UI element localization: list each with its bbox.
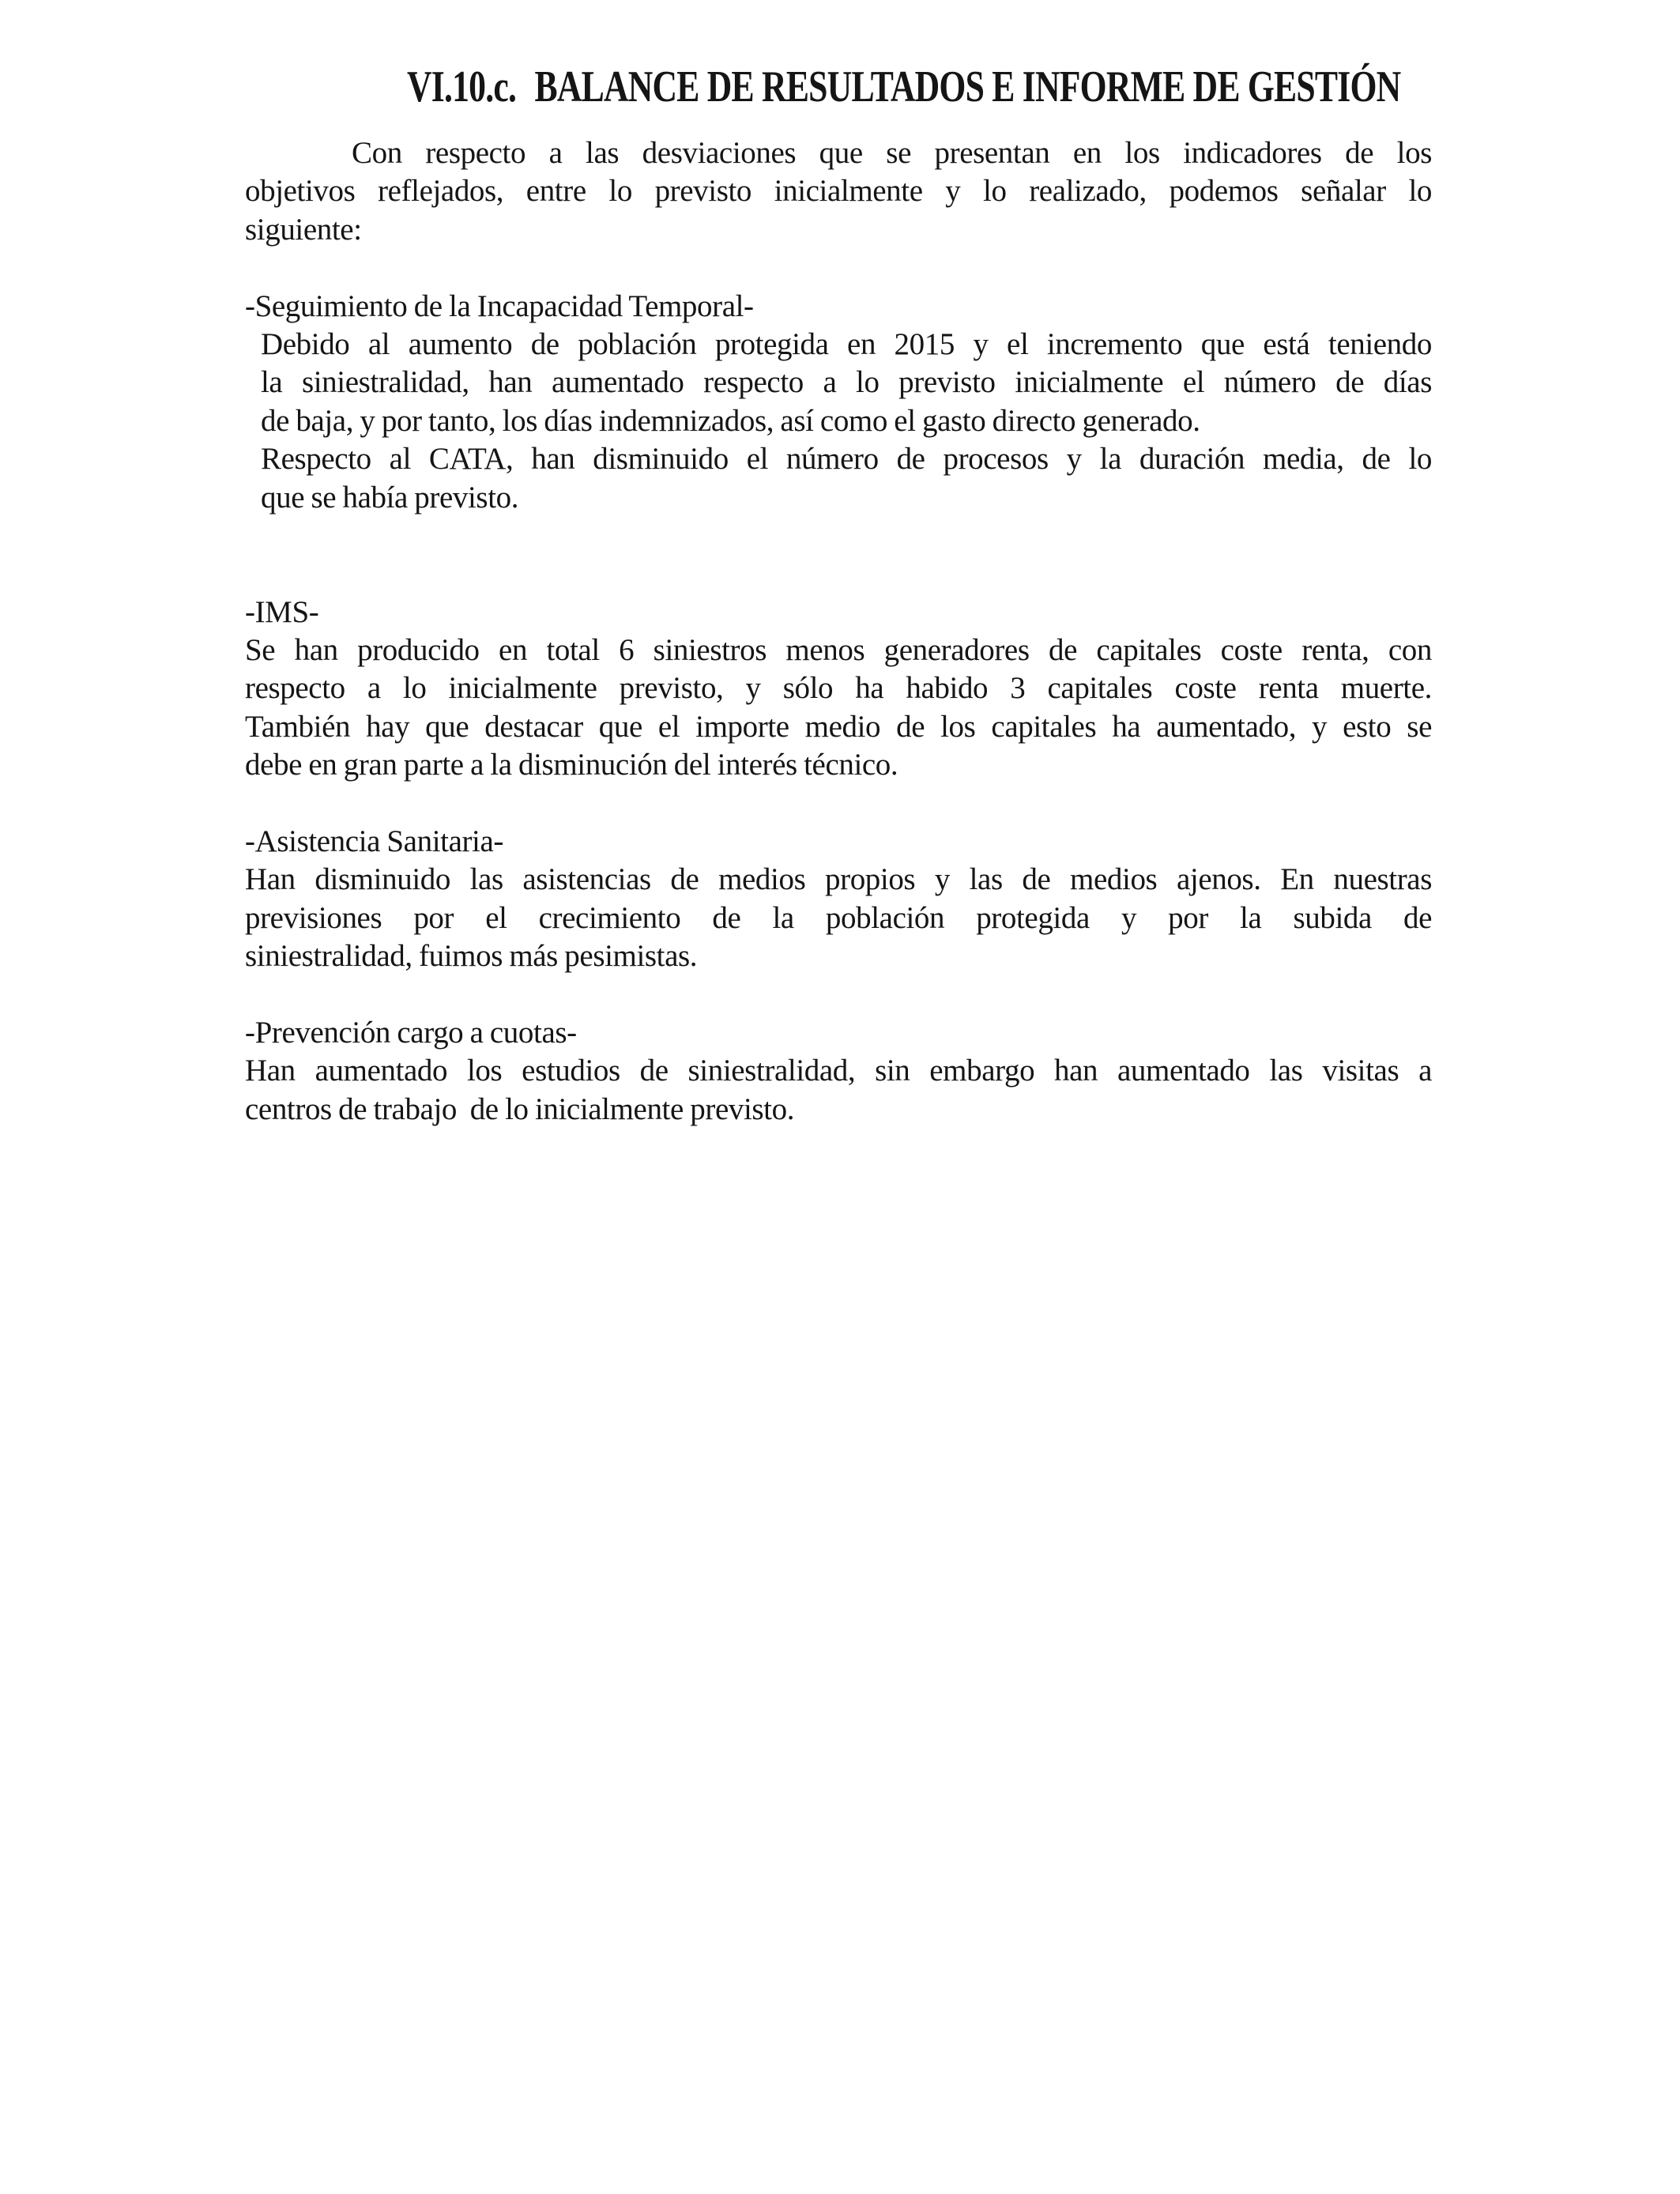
paragraph-line: respecto a lo inicialmente previsto, y sólo ha habido 3 capitales coste renta muerte. bbox=[245, 671, 1432, 706]
blank-line bbox=[245, 976, 1432, 1014]
blank-line bbox=[245, 249, 1432, 287]
paragraph-line: que se había previsto. bbox=[261, 480, 519, 515]
document-content bbox=[245, 134, 1432, 1129]
paragraph-line: Debido al aumento de población protegida en 2015 y el incremento que está teniendo bbox=[261, 326, 1432, 361]
title-section-number: VI.10.c. bbox=[407, 62, 517, 111]
section-heading: -IMS- bbox=[245, 594, 319, 629]
section-heading: -Asistencia Sanitaria- bbox=[245, 824, 503, 859]
paragraph-line: previsiones por el crecimiento de la población protegida y por la subida de bbox=[245, 900, 1432, 935]
blank-line bbox=[245, 517, 1432, 555]
paragraph-line: objetivos reflejados, entre lo previsto inicialmente y lo realizado, podemos señalar lo bbox=[245, 174, 1432, 209]
paragraph-line: Se han producido en total 6 siniestros menos generadores de capitales coste renta, con bbox=[245, 633, 1432, 668]
paragraph-line: siniestralidad, fuimos más pesimistas. bbox=[245, 939, 698, 974]
paragraph-line: debe en gran parte a la disminución del interés técnico. bbox=[245, 748, 898, 782]
section-heading: -Seguimiento de la Incapacidad Temporal- bbox=[245, 288, 754, 323]
paragraph-line: centros de trabajo de lo inicialmente previsto. bbox=[245, 1091, 795, 1126]
blank-line bbox=[245, 785, 1432, 823]
section-heading: -Prevención cargo a cuotas- bbox=[245, 1015, 577, 1050]
paragraph-line: de baja, y por tanto, los días indemnizados, así como el gasto directo generado. bbox=[261, 403, 1200, 438]
paragraph-line: la siniestralidad, han aumentado respecto a lo previsto inicialmente el número de días bbox=[261, 365, 1432, 400]
paragraph-line: Con respecto a las desviaciones que se presentan en los indicadores de los bbox=[352, 136, 1432, 170]
title-text: BALANCE DE RESULTADOS E INFORME DE GESTIÓN bbox=[534, 62, 1401, 111]
paragraph-line: Han disminuido las asistencias de medios propios y las de medios ajenos. En nuestras bbox=[245, 862, 1432, 897]
paragraph-line: Respecto al CATA, han disminuido el número de procesos y la duración media, de lo bbox=[261, 442, 1432, 477]
paragraph-line: También hay que destacar que el importe medio de los capitales ha aumentado, y esto se bbox=[245, 709, 1432, 744]
blank-line bbox=[245, 555, 1432, 593]
paragraph-line: Han aumentado los estudios de siniestralidad, sin embargo han aumentado las visitas a bbox=[245, 1054, 1432, 1088]
paragraph-line: siguiente: bbox=[245, 212, 362, 247]
